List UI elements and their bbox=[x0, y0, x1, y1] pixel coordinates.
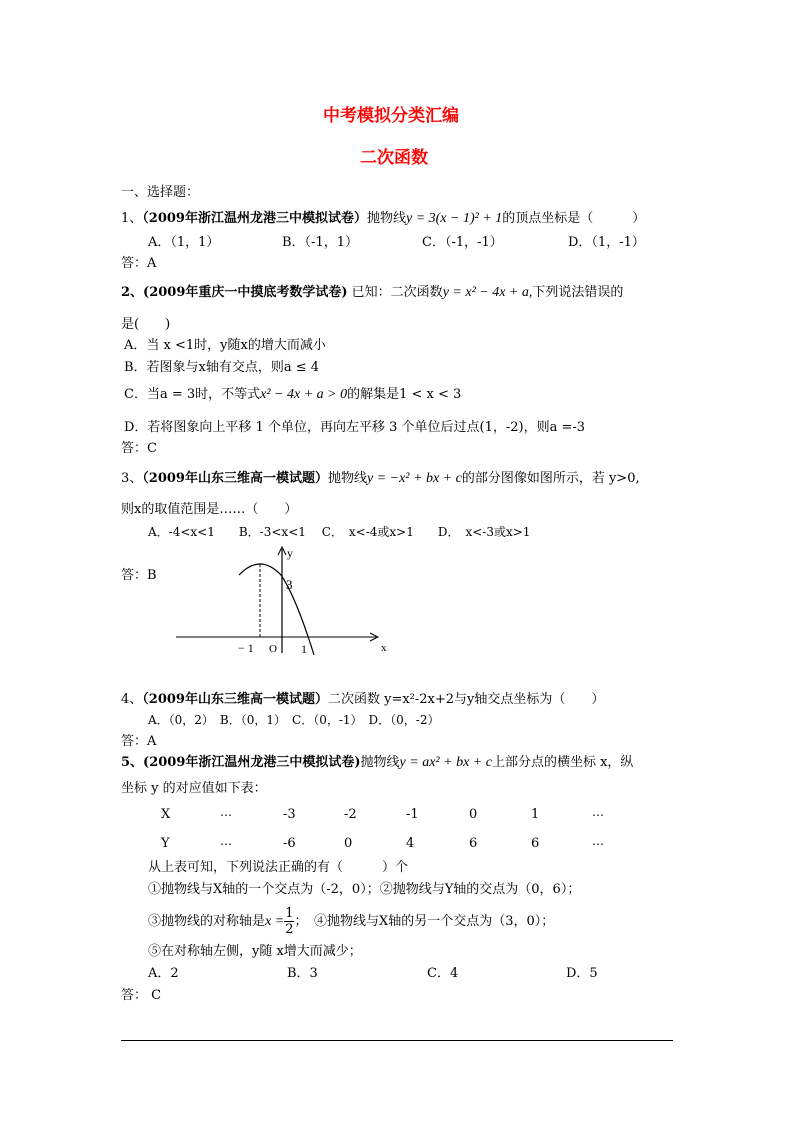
q3-text-b: 的部分图像如图所示，若 y>0, bbox=[461, 471, 640, 486]
table-cell-x-1: … bbox=[220, 805, 232, 819]
q3-text-a: 抛物线 bbox=[327, 471, 367, 486]
q1-number: 1、 bbox=[121, 211, 143, 226]
q3-text-c: 则x的取值范围是……（ ） bbox=[121, 502, 298, 517]
q1-formula: y = 3(x − 1)² + 1 bbox=[405, 211, 503, 226]
q5-s3-numerator: 1 bbox=[285, 906, 294, 921]
q1-text-a: 抛物线 bbox=[366, 211, 406, 226]
q1-source: （2009年浙江温州龙港三中模拟试卷） bbox=[142, 211, 367, 226]
q5-text-a: 抛物线 bbox=[360, 755, 400, 770]
q5-statement-3-4 bbox=[148, 906, 554, 937]
graph-label-x: x bbox=[381, 642, 387, 654]
q2-option-c bbox=[124, 388, 461, 402]
q5-answer: 答： C bbox=[121, 988, 162, 1003]
q1-option-d: D．（1，-1） bbox=[568, 235, 645, 250]
q2-option-b: B．若图象与x轴有交点，则a ≤ 4 bbox=[124, 360, 320, 375]
q5-formula: y = ax² + bx + c bbox=[399, 755, 492, 770]
q5-s3-x: x = bbox=[265, 914, 285, 929]
q5-text-b: 上部分点的横坐标 x，纵 bbox=[491, 755, 634, 770]
question-5 bbox=[121, 756, 633, 770]
table-cell-y-5: 6 bbox=[469, 836, 478, 851]
q2-text-c: 是( ) bbox=[121, 317, 171, 332]
q2-source: (2009年重庆一中摸底考数学试卷) bbox=[143, 285, 348, 300]
table-cell-y-6: 6 bbox=[531, 836, 540, 851]
q5-option-a: A．2 bbox=[148, 966, 179, 981]
q1-text-b: 的顶点坐标是（ ） bbox=[502, 211, 646, 226]
table-cell-x-4: -1 bbox=[406, 807, 419, 822]
table-cell-x-2: -3 bbox=[283, 807, 296, 822]
q4-answer: 答：A bbox=[121, 734, 157, 749]
q4-number: 4、 bbox=[121, 692, 143, 707]
q1-option-a: A．（1，1） bbox=[148, 235, 220, 250]
q1-option-b: B．（-1，1） bbox=[282, 235, 358, 250]
q3-options: A．-4<x<1 B．-3<x<1 C． x<-4或x>1 D． x<-3或x>1 bbox=[148, 525, 531, 539]
q3-answer: 答：B bbox=[121, 568, 157, 583]
q3-parabola-graph bbox=[170, 545, 400, 660]
q5-stem: 从上表可知，下列说法正确的有（ ）个 bbox=[148, 860, 409, 875]
graph-label-o: O bbox=[269, 643, 277, 655]
q4-source: （2009年山东三维高一模试题） bbox=[142, 692, 328, 707]
table-cell-y-1: … bbox=[220, 834, 232, 848]
q2-text-a: 已知：二次函数 bbox=[351, 285, 443, 300]
table-cell-x-7: … bbox=[592, 805, 604, 819]
table-cell-y-4: 4 bbox=[406, 836, 415, 851]
q3-source: （2009年山东三维高一模试题） bbox=[142, 471, 328, 486]
graph-label-y: y bbox=[287, 546, 293, 560]
q5-s3-fraction bbox=[284, 906, 294, 937]
table-cell-y-3: 0 bbox=[344, 836, 353, 851]
q5-option-d: D．5 bbox=[566, 966, 598, 981]
q5-text-c: 坐标 y 的对应值如下表： bbox=[121, 781, 267, 796]
q5-s3-post: ； ④抛物线与X轴的另一个交点为（3，0）； bbox=[294, 914, 555, 929]
table-cell-x-6: 1 bbox=[531, 807, 540, 822]
question-1 bbox=[121, 212, 645, 226]
q5-option-b: B．3 bbox=[287, 966, 318, 981]
table-cell-y-7: … bbox=[592, 834, 604, 848]
table-cell-y-2: -6 bbox=[283, 836, 296, 851]
q2-option-c-post: 的解集是1 < x < 3 bbox=[347, 387, 462, 402]
q3-number: 3、 bbox=[121, 471, 143, 486]
q1-answer: 答：A bbox=[121, 256, 157, 271]
q5-statement-1-2: ①抛物线与X轴的一个交点为（-2，0）；②抛物线与Y轴的交点为（0，6）； bbox=[148, 882, 581, 897]
q2-text-b: 下列说法错误的 bbox=[532, 285, 624, 300]
q4-options: A．（0，2） B．（0，1） C．（0，-1） D．（0，-2） bbox=[148, 713, 440, 727]
graph-label-3: 3 bbox=[286, 577, 293, 592]
question-2 bbox=[121, 286, 623, 300]
page-title: 中考模拟分类汇编 bbox=[323, 106, 459, 126]
question-3 bbox=[121, 472, 640, 486]
q5-s3-denominator: 2 bbox=[285, 922, 294, 937]
page-subtitle: 二次函数 bbox=[360, 148, 428, 168]
q5-source: (2009年浙江温州龙港三中模拟试卷) bbox=[143, 755, 361, 770]
q5-s3-pre: ③抛物线的对称轴是 bbox=[148, 914, 266, 929]
table-cell-x-0: X bbox=[161, 807, 171, 822]
q2-formula: y = x² − 4x + a, bbox=[442, 285, 533, 300]
q2-number: 2、 bbox=[121, 285, 144, 300]
table-cell-x-3: -2 bbox=[344, 807, 357, 822]
table-cell-x-5: 0 bbox=[469, 807, 478, 822]
q2-option-a: A．当 x <1时，y随x的增大而减小 bbox=[124, 338, 326, 353]
q2-answer: 答：C bbox=[121, 441, 157, 456]
q5-number: 5、 bbox=[121, 755, 144, 770]
q2-option-c-pre: C．当a = 3时，不等式 bbox=[124, 387, 261, 402]
q2-option-d: D．若将图象向上平移 1 个单位，再向左平移 3 个单位后过点(1，-2)，则a =-3 bbox=[124, 420, 586, 435]
q2-option-c-formula: x² − 4x + a > 0 bbox=[260, 387, 348, 402]
footer-rule bbox=[121, 1040, 673, 1041]
section-heading: 一、选择题： bbox=[121, 185, 200, 200]
q4-text-a: 二次函数 y=x²-2x+2与y轴交点坐标为（ ） bbox=[327, 692, 605, 707]
graph-label-1: 1 bbox=[301, 642, 307, 656]
q5-option-c: C．4 bbox=[427, 966, 459, 981]
q3-formula: y = −x² + bx + c bbox=[366, 471, 462, 486]
table-cell-y-0: Y bbox=[161, 836, 170, 851]
graph-label-neg1: − 1 bbox=[238, 641, 254, 655]
q1-option-c: C．（-1，-1） bbox=[422, 235, 503, 250]
question-4 bbox=[121, 693, 604, 706]
q5-statement-5: ⑤在对称轴左侧，y随 x增大而减少； bbox=[148, 944, 362, 959]
